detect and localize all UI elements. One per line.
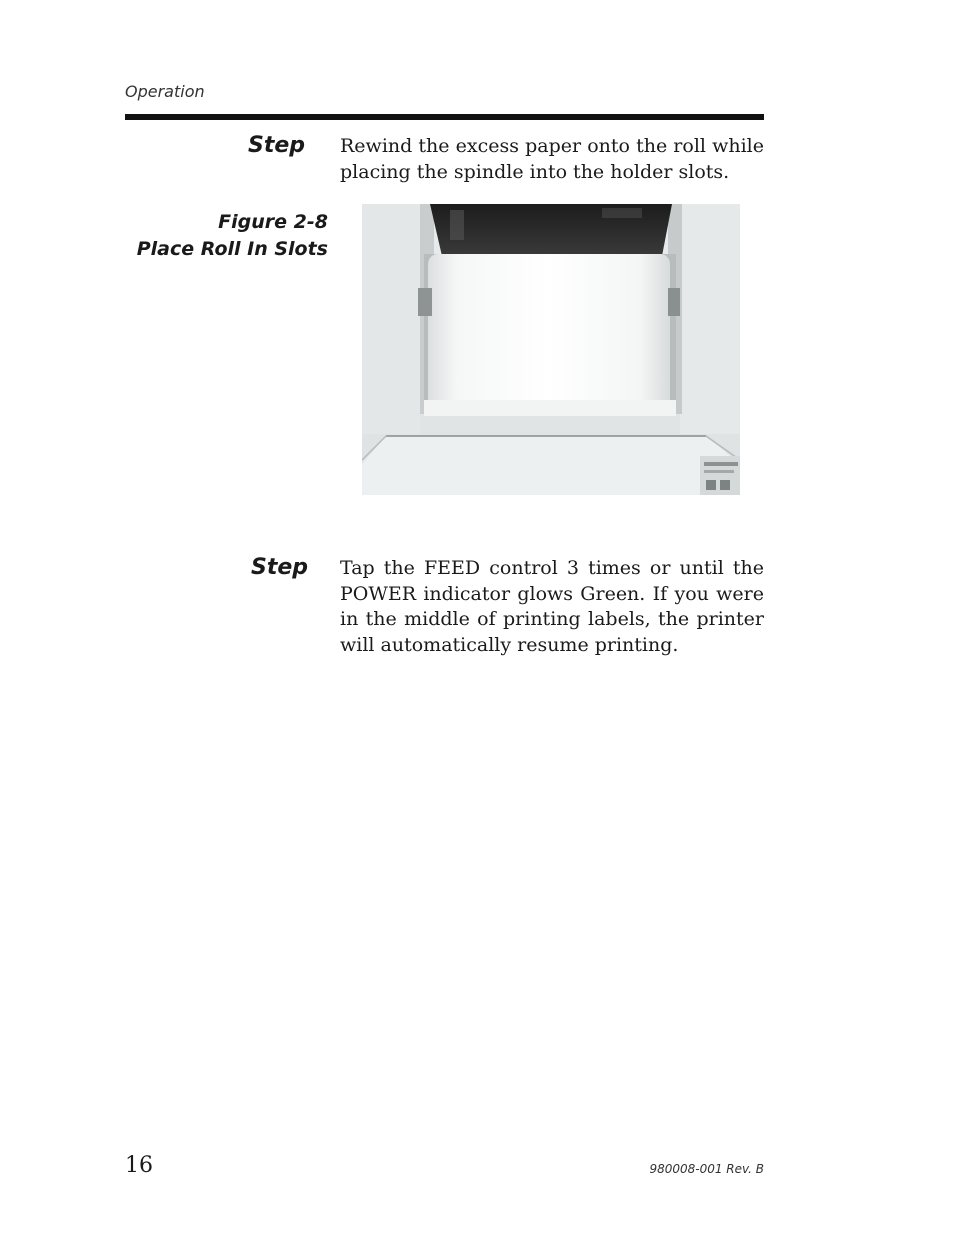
step-2-label: Step: [251, 555, 309, 580]
page-number: 16: [125, 1153, 153, 1178]
step-1-text: Rewind the excess paper onto the roll while placing the spindle into the holder slots.: [340, 135, 764, 183]
printer-roll-photo: [362, 204, 740, 495]
section-header: Operation: [125, 82, 205, 101]
step-1-label: Step: [248, 133, 306, 158]
printer-roll-illustration: [362, 204, 740, 495]
figure-caption: [137, 209, 328, 263]
figure-number: Figure 2-8: [218, 211, 328, 233]
header-rule: [125, 114, 764, 120]
document-revision: 980008-001 Rev. B: [649, 1162, 764, 1176]
figure-title: Place Roll In Slots: [136, 238, 328, 260]
step-2-text: Tap the FEED control 3 times or until the POWER indicator glows Green. If you were in the middle of printing labels, the printer will automatically resume printing.: [340, 557, 764, 656]
